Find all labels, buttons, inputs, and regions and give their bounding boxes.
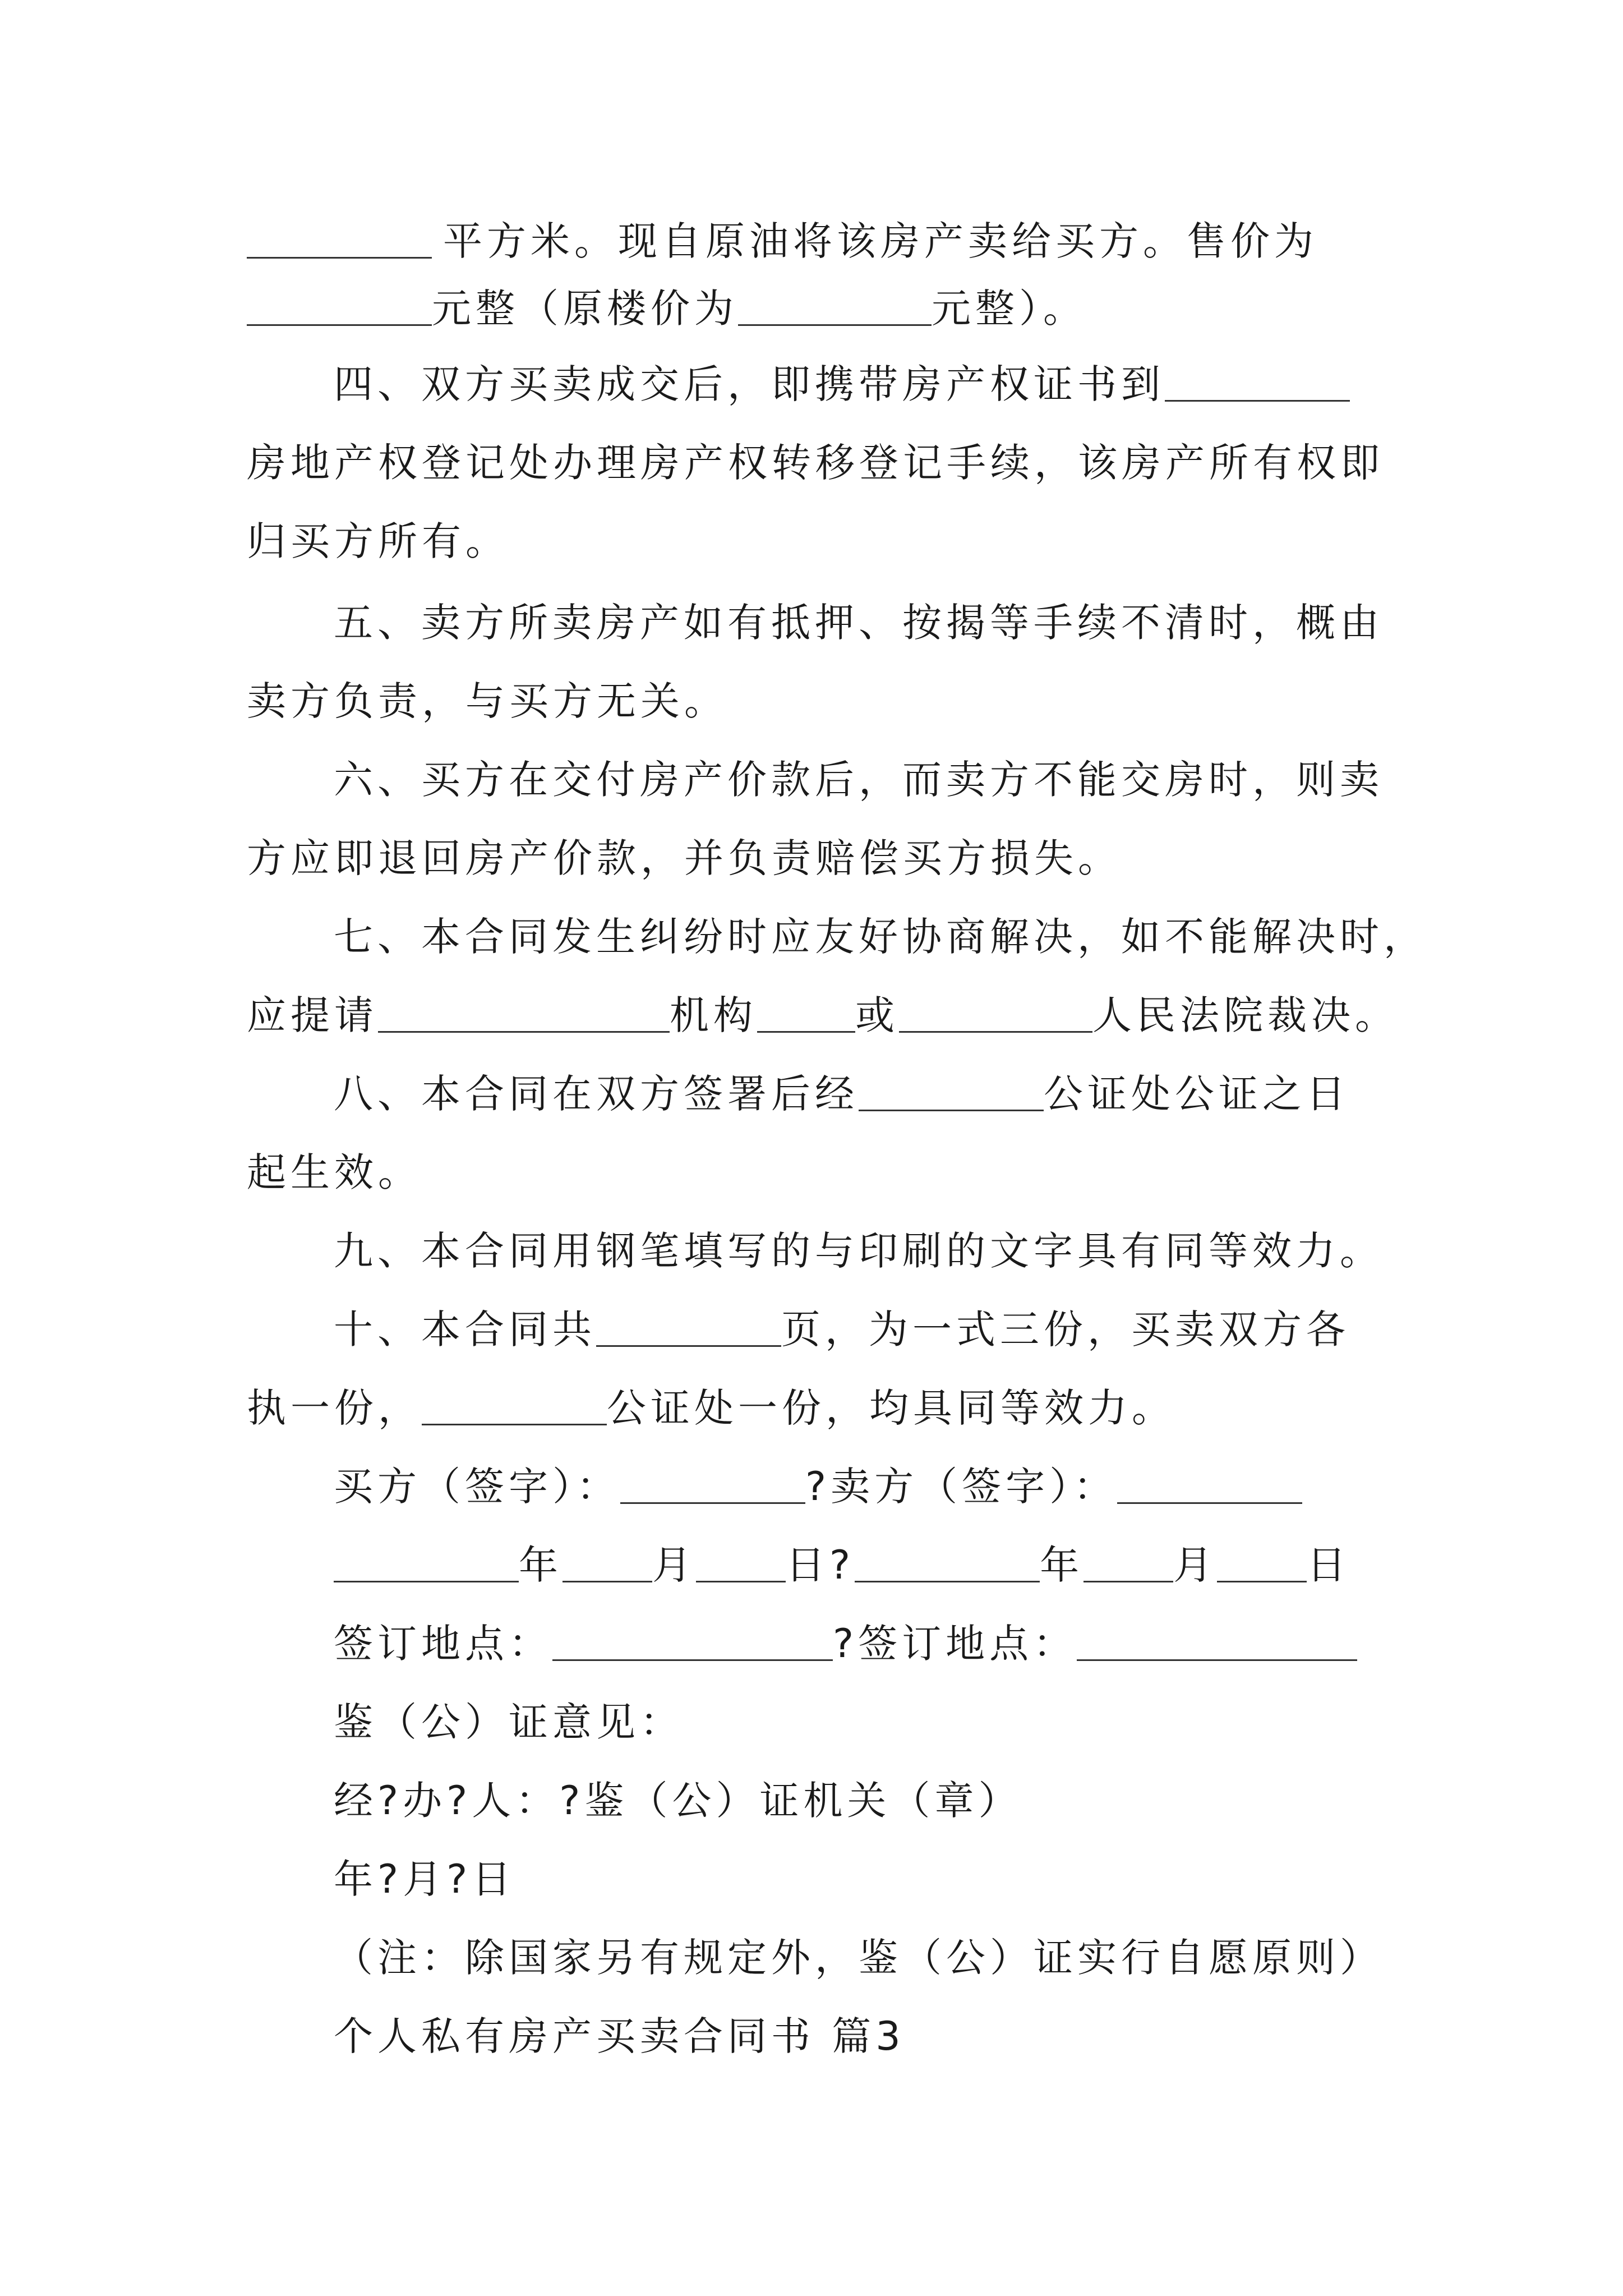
month-label: 月 [1173,1542,1218,1588]
signature-date-line [334,1537,1399,1593]
text: 元整（原楼价为 [432,286,738,332]
text: 人民法院裁决。 [1092,992,1399,1038]
blank-field[interactable] [596,1301,781,1347]
line-1 [247,213,1391,269]
year-label: 年 [1040,1542,1084,1588]
notary-date-line [334,1851,1399,1907]
line-7 [247,673,1391,729]
line-15 [334,1301,1399,1358]
text: 起生效。 [247,1149,422,1195]
buyer-signature-label: 买方（签字）： [334,1464,620,1510]
note-line [334,1930,1399,1986]
text: 公证处一份，均具同等效力。 [607,1385,1175,1431]
signing-place-field[interactable] [1077,1616,1357,1661]
text: （注：除国家另有规定外，鉴（公）证实行自愿原则） [334,1935,1384,1981]
line-10 [334,909,1427,965]
heading-text: 个人私有房产买卖合同书 篇3 [334,2013,905,2059]
text: 执一份， [247,1385,422,1431]
text: 房地产权登记处办理房产权转移登记手续，该房产所有权即 [247,440,1384,486]
line-4 [247,435,1391,491]
text: 十、本合同共 [334,1306,596,1352]
buyer-signature-field[interactable] [620,1458,805,1504]
day-field[interactable] [696,1537,786,1582]
signing-place-line [334,1616,1399,1672]
text: 九、本合同用钢笔填写的与印刷的文字具有同等效力。 [334,1228,1384,1274]
blank-field[interactable] [422,1380,607,1425]
line-16 [247,1380,1391,1436]
line-14 [334,1223,1399,1279]
buyer-seller-signature-line [334,1458,1399,1515]
blank-field[interactable] [247,280,432,326]
month-field[interactable] [562,1537,652,1582]
line-3 [334,356,1399,412]
blank-field[interactable] [378,987,670,1033]
text: 公证处公证之日 [1044,1071,1350,1117]
day-label: 日? [786,1542,855,1588]
month-label: 月 [652,1542,696,1588]
blank-field[interactable] [247,213,432,259]
line-9 [247,830,1391,886]
notary-opinion-line [334,1694,1399,1750]
year-field[interactable] [334,1537,519,1582]
month-field[interactable] [1083,1537,1173,1582]
handler-line [334,1773,1399,1829]
blank-field[interactable] [859,1066,1044,1111]
text: 年?月?日 [334,1856,516,1902]
text: 七、本合同发生纠纷时应友好协商解决，如不能解决时， [334,914,1427,960]
signing-place-field[interactable] [552,1616,833,1661]
text: 八、本合同在双方签署后经 [334,1071,859,1117]
seller-signature-label: ?卖方（签字）： [805,1464,1118,1510]
section-heading [334,2008,1399,2064]
blank-field[interactable] [757,987,855,1033]
text: 或 [855,992,899,1038]
year-field[interactable] [855,1537,1040,1582]
text: 六、买方在交付房产价款后，而卖方不能交房时，则卖 [334,757,1384,803]
text: 鉴（公）证意见： [334,1699,684,1745]
text: 机构 [670,992,757,1038]
day-field[interactable] [1217,1537,1307,1582]
line-12 [334,1066,1399,1122]
line-6 [334,595,1399,651]
signing-place-label: ?签订地点： [833,1621,1077,1667]
text: 平方米。现自原油将该房产卖给买方。售价为 [443,218,1318,264]
text: 卖方负责，与买方无关。 [247,678,728,724]
seller-signature-field[interactable] [1117,1458,1302,1504]
text: 方应即退回房产价款，并负责赔偿买方损失。 [247,835,1122,881]
line-13 [247,1144,1391,1200]
signing-place-label: 签订地点： [334,1621,552,1667]
day-label: 日 [1307,1542,1351,1588]
text: 四、双方买卖成交后，即携带房产权证书到 [334,361,1165,407]
year-label: 年 [519,1542,562,1588]
line-2 [247,280,1391,337]
line-8 [334,752,1399,808]
text: 应提请 [247,992,378,1038]
line-5 [247,513,1391,569]
line-11 [247,987,1399,1043]
text: 页，为一式三份，买卖双方各 [781,1306,1350,1352]
text: 经?办?人：?鉴（公）证机关（章） [334,1778,1022,1824]
blank-field[interactable] [738,280,932,326]
text: 五、卖方所卖房产如有抵押、按揭等手续不清时，概由 [334,600,1384,646]
text: 归买方所有。 [247,518,509,564]
text: 元整）。 [932,286,1087,332]
blank-field[interactable] [899,987,1092,1033]
blank-field[interactable] [1165,356,1350,402]
